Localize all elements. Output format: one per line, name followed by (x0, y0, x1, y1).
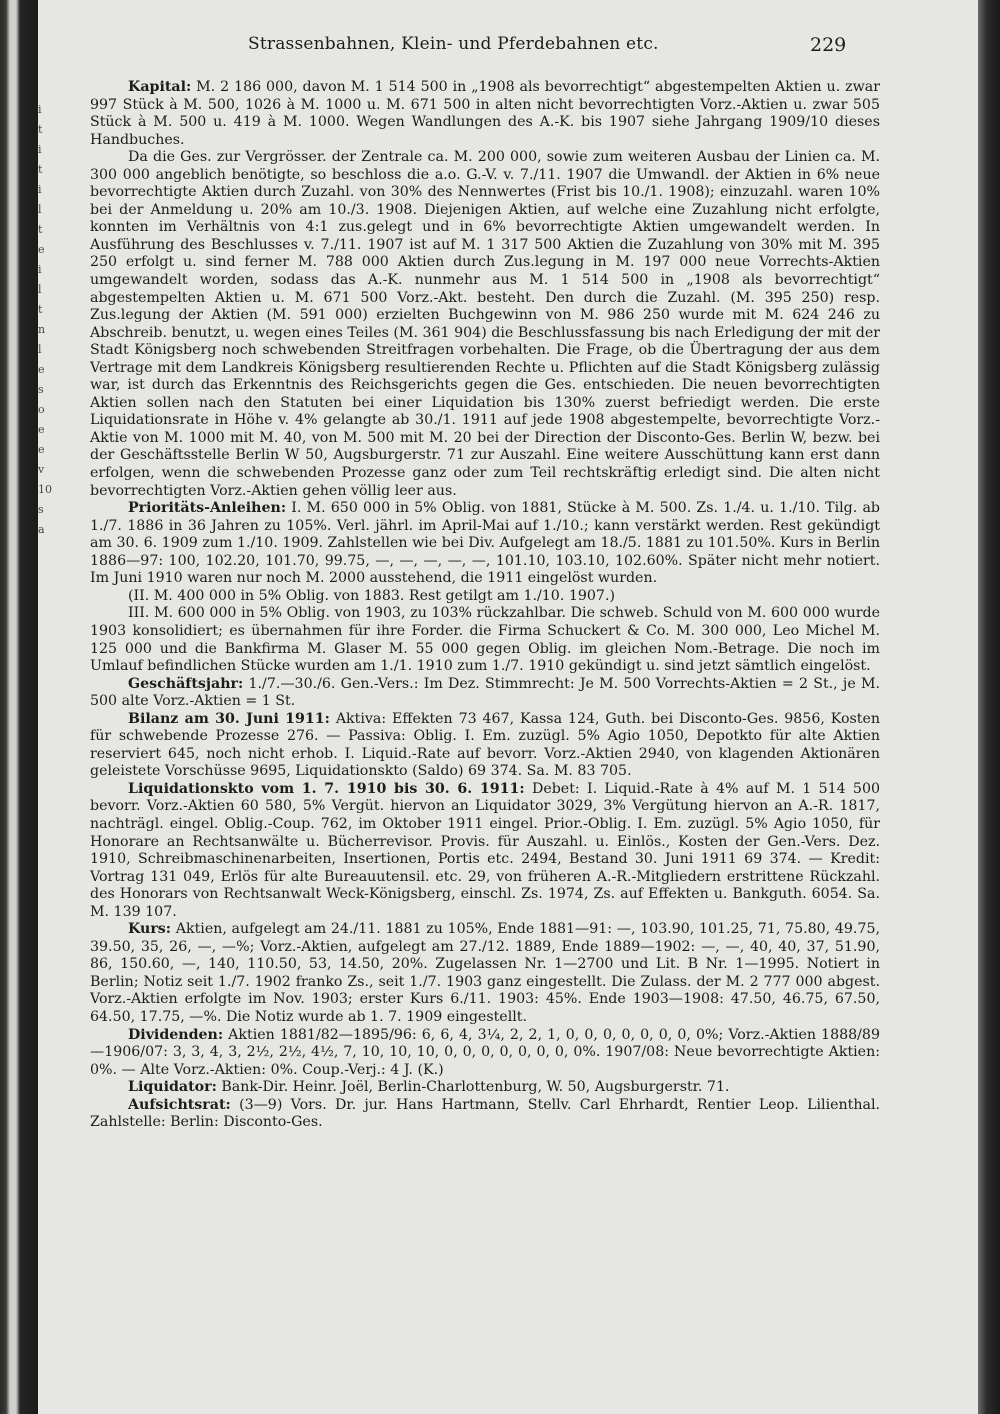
running-header (38, 34, 978, 64)
gutter-mark: s (38, 383, 44, 396)
gutter-mark: l (38, 343, 42, 356)
section-heading: Kapital: (128, 79, 192, 95)
section-kurs (90, 921, 880, 1026)
section-text: Aktien, aufgelegt am 24./11. 1881 zu 105%, Ende 1881—91: —, 103.90, 101.25, 71, 75.80, 49.75, 39.50, 35, 26, —, —%; Vorz.-Aktien, aufgelegt am 27./12. 1889, Ende 1889—1902: —, —, 40, 40, 37, 51.90, 86, 150.60, —, 140, 110.50, 53, 14.50, 20%. Zugelassen Nr. 1—2700 und Lit. B Nr. 1—1995. Notiert in Berlin; Notiz seit 1./7. 1902 franko Zs., seit 1./7. 1903 ganz eingestellt. Die Zulass. der M. 2 777 000 abgest. Vorz.-Aktien erfolgte im Nov. 1903; erster Kurs 6./11. 1903: 45%. Ende 1903—1908: 47.50, 46.75, 67.50, 64.50, 17.75, —%. Die Notiz wurde ab 1. 7. 1909 eingestellt. (90, 921, 880, 1025)
gutter-mark: e (38, 243, 45, 256)
section-liquidationskto (90, 781, 880, 921)
gutter-mark: s (38, 503, 44, 516)
page (38, 0, 978, 1414)
section-text: Debet: I. Liquid.-Rate à 4% auf M. 1 514 500 bevorr. Vorz.-Aktien 60 580, 5% Vergüt. hiervon an Liquidator 3029, 3% Vergütung hiervon an A.-R. 1817, nachträgl. eingel. Oblig.-Coup. 762, im Oktober 1911 eingel. Prior.-Oblig. I. Em. zuzügl. 5% Agio 1050, für Honorare an Rechtsanwälte u. Bücherrevisor. Provis. für Auszahl. u. Einlös., Kosten der Gen.-Vers. Dez. 1910, Schreibmaschinenarbeiten, Insertionen, Portis etc. 2494, Bestand 30. Juni 1911 69 374. — Kredit: Vortrag 131 049, Erlös für alte Bureauutensil. etc. 29, von früheren A.-R.-Mitgliedern erstrittene Rückzahl. des Honorars von Rechtsanwalt Weck-Königsberg, einschl. Zs. 1974, Zs. auf Effekten u. Bankguth. 6054. Sa. M. 139 107. (90, 780, 881, 920)
section-kapital (90, 79, 880, 149)
gutter-mark: e (38, 423, 45, 436)
gutter-mark: i (38, 143, 42, 156)
section-heading: Liquidator: (128, 1079, 217, 1096)
section-prioritaets-anleihen (90, 500, 880, 588)
section-dividenden (90, 1027, 880, 1080)
gutter-mark: i (38, 183, 42, 196)
section-geschaeftsjahr (90, 676, 880, 711)
section-heading: Kurs: (128, 921, 172, 938)
running-title: Strassenbahnen, Klein- und Pferdebahnen etc. (248, 34, 659, 54)
section-text: Da die Ges. zur Vergrösser. der Zentrale ca. M. 200 000, sowie zum weiteren Ausbau der Linien ca. M. 300 000 angeblich benötigte, so beschloss die a.o. G.-V. v. 7./11. 1907 die Umwandl. der Aktien in 6% neue bevorrechtigte Aktien durch Zuzahl. von 30% des Nennwertes (Frist bis 10./1. 1908); einzuzahl. waren 10% bei der Anmeldung u. 20% am 10./3. 1908. Diejenigen Aktien, auf welche eine Zuzahlung nicht erfolgte, konnten im Verhältnis von 4:1 zus.gelegt und in 6% bevorrechtigte Aktien umgewandelt werden. In Ausführung des Beschlusses v. 7./11. 1907 ist auf M. 1 317 500 Aktien die Zuzahlung von 30% mit M. 395 250 erfolgt u. sind ferner M. 788 000 Aktien durch Zus.legung in M. 197 000 neue Vorrechts-Aktien umgewandelt worden, sodass das A.-K. nunmehr aus M. 1 514 500 in „1908 als bevorrechtigt“ abgestempelten Aktien u. M. 671 500 Vorz.-Akt. besteht. Den durch die Zuzahl. (M. 395 250) resp. Zus.legung der Aktien (M. 591 000) erzielten Buchgewinn von M. 986 250 wurde mit M. 624 246 zu Abschreib. benutzt, u. wegen eines Teiles (M. 361 904) die Beschlussfassung bis nach Erledigung der mit der Stadt Königsberg noch schwebenden Streitfragen vorbehalten. Die Frage, ob die Übertragung der aus dem Vertrage mit dem Landkreis Königsberg resultierenden Rechte u. Pflichten auf die Stadt Königsberg zulässig war, ist durch das Erkenntnis des Reichsgerichts gegen die Ges. entschieden. Die neuen bevorrechtigten Aktien sollen nach den Statuten bei einer Liquidation bis 130% zuerst befriedigt werden. Die erste Liquidationsrate in Höhe v. 4% gelangte ab 30./1. 1911 auf jede 1908 abgestempelte, bevorrechtigte Vorz.-Aktie von M. 1000 mit M. 40, von M. 500 mit M. 20 bei der Direction der Disconto-Ges. Berlin W, bezw. bei der Geschäftsstelle Berlin W 50, Augsburgerstr. 71 zur Auszahl. Eine weitere Ausschüttung kann erst dann erfolgen, wenn die schwebenden Prozesse ganz oder zum Teil rechtskräftig erledigt sind. Die alten nicht bevorrechtigten Vorz.-Aktien gehen völlig leer aus. (90, 149, 880, 499)
section-text: M. 2 186 000, davon M. 1 514 500 in „1908 als bevorrechtigt“ abgestempelten Aktien u. zwar 997 Stück à M. 500, 1026 à M. 1000 u. M. 671 500 in alten nicht bevorrechtigten Vorz.-Aktien u. zwar 505 Stück à M. 500 u. 419 à M. 1000. Wegen Wandlungen des A.-K. bis 1907 siehe Jahrgang 1909/10 dieses Handbuches. (90, 79, 880, 148)
section-umwandlung (90, 149, 880, 500)
section-heading: Liquidationskto vom 1. 7. 1910 bis 30. 6. 1911: (128, 780, 525, 797)
section-text: Aktien 1881/82—1895/96: 6, 6, 4, 3¼, 2, 2, 1, 0, 0, 0, 0, 0, 0, 0, 0%; Vorz.-Aktien 1888/89—1906/07: 3, 3, 4, 3, 2½, 2½, 4½, 7, 10, 10, 10, 0, 0, 0, 0, 0, 0, 0, 0%. 1907/08: Neue bevorrechtigte Aktien: 0%. — Alte Vorz.-Aktien: 0%. Coup.-Verj.: 4 J. (K.) (90, 1026, 880, 1078)
gutter-marks (38, 100, 60, 1300)
section-text: (II. M. 400 000 in 5% Oblig. von 1883. Rest getilgt am 1./10. 1907.) (128, 587, 615, 604)
book-spine (0, 0, 38, 1414)
gutter-mark: l (38, 203, 42, 216)
section-anleihe-ii (90, 588, 880, 606)
scan-edge (978, 0, 1000, 1414)
section-heading: Prioritäts-Anleihen: (128, 500, 287, 517)
gutter-mark: t (38, 303, 43, 316)
gutter-mark: t (38, 223, 43, 236)
section-anleihe-iii (90, 605, 880, 675)
gutter-mark: v (38, 463, 45, 476)
gutter-mark: t (38, 123, 43, 136)
gutter-mark: a (38, 523, 45, 536)
page-number: 229 (810, 34, 847, 56)
gutter-mark: 10 (38, 483, 52, 496)
gutter-mark: i (38, 263, 42, 276)
section-text: Bank-Dir. Heinr. Joël, Berlin-Charlottenburg, W. 50, Augsburgerstr. 71. (221, 1079, 730, 1096)
section-text: I. M. 650 000 in 5% Oblig. von 1881, Stücke à M. 500. Zs. 1./4. u. 1./10. Tilg. ab 1./7. 1886 in 36 Jahren zu 105%. Verl. jährl. im April-Mai auf 1./10.; kann verstärkt werden. Rest gekündigt am 30. 6. 1909 zum 1./10. 1909. Zahlstellen wie bei Div. Aufgelegt am 18./5. 1881 zu 101.50%. Kurs in Berlin 1886—97: 100, 102.20, 101.70, 99.75, —, —, —, —, —, 101.10, 103.10, 102.60%. Später nicht mehr notiert. Im Juni 1910 waren nur noch M. 2000 ausstehend, die 1911 eingelöst wurden. (90, 500, 880, 587)
article-body (90, 79, 880, 1132)
section-heading: Dividenden: (128, 1026, 224, 1043)
section-heading: Geschäftsjahr: (128, 675, 244, 692)
gutter-mark: l (38, 283, 42, 296)
section-heading: Aufsichtsrat: (128, 1096, 231, 1113)
section-text: (3—9) Vors. Dr. jur. Hans Hartmann, Stellv. Carl Ehrhardt, Rentier Leop. Lilienthal. Zahlstelle: Berlin: Disconto-Ges. (90, 1096, 881, 1131)
section-text: III. M. 600 000 in 5% Oblig. von 1903, zu 103% rückzahlbar. Die schweb. Schuld von M. 600 000 wurde 1903 konsolidiert; es übernahmen für ihre Forder. die Firma Schuckert & Co. M. 300 000, Leo Michel M. 125 000 und die Bankfirma M. Glaser M. 55 000 gegen Oblig. im gleichen Nom.-Betrage. Die noch im Umlauf befindlichen Stücke wurden am 1./1. 1910 zum 1./7. 1910 gekündigt u. sind jetzt sämtlich eingelöst. (90, 605, 880, 675)
section-text: Aktiva: Effekten 73 467, Kassa 124, Guth. bei Disconto-Ges. 9856, Kosten für schwebende Prozesse 276. — Passiva: Oblig. I. Em. zuzügl. 5% Agio 1050, Depotkto für alte Aktien reserviert 645, noch nicht erhob. I. Liquid.-Rate auf bevorr. Vorz.-Aktien 2940, von klagenden Aktionären geleistete Vorschüsse 9695, Liquidationskto (Saldo) 69 374. Sa. M. 83 705. (90, 710, 881, 780)
gutter-mark: e (38, 443, 45, 456)
gutter-mark: o (38, 403, 45, 416)
section-text: 1./7.—30./6. Gen.-Vers.: Im Dez. Stimmrecht: Je M. 500 Vorrechts-Aktien = 2 St., je M. 500 alte Vorz.-Aktien = 1 St. (90, 675, 880, 710)
section-bilanz (90, 711, 880, 781)
section-aufsichtsrat (90, 1097, 880, 1132)
gutter-mark: e (38, 363, 45, 376)
gutter-mark: i (38, 103, 42, 116)
section-heading: Bilanz am 30. Juni 1911: (128, 710, 330, 727)
gutter-mark: t (38, 163, 43, 176)
section-liquidator (90, 1079, 880, 1097)
gutter-mark: n (38, 323, 46, 336)
